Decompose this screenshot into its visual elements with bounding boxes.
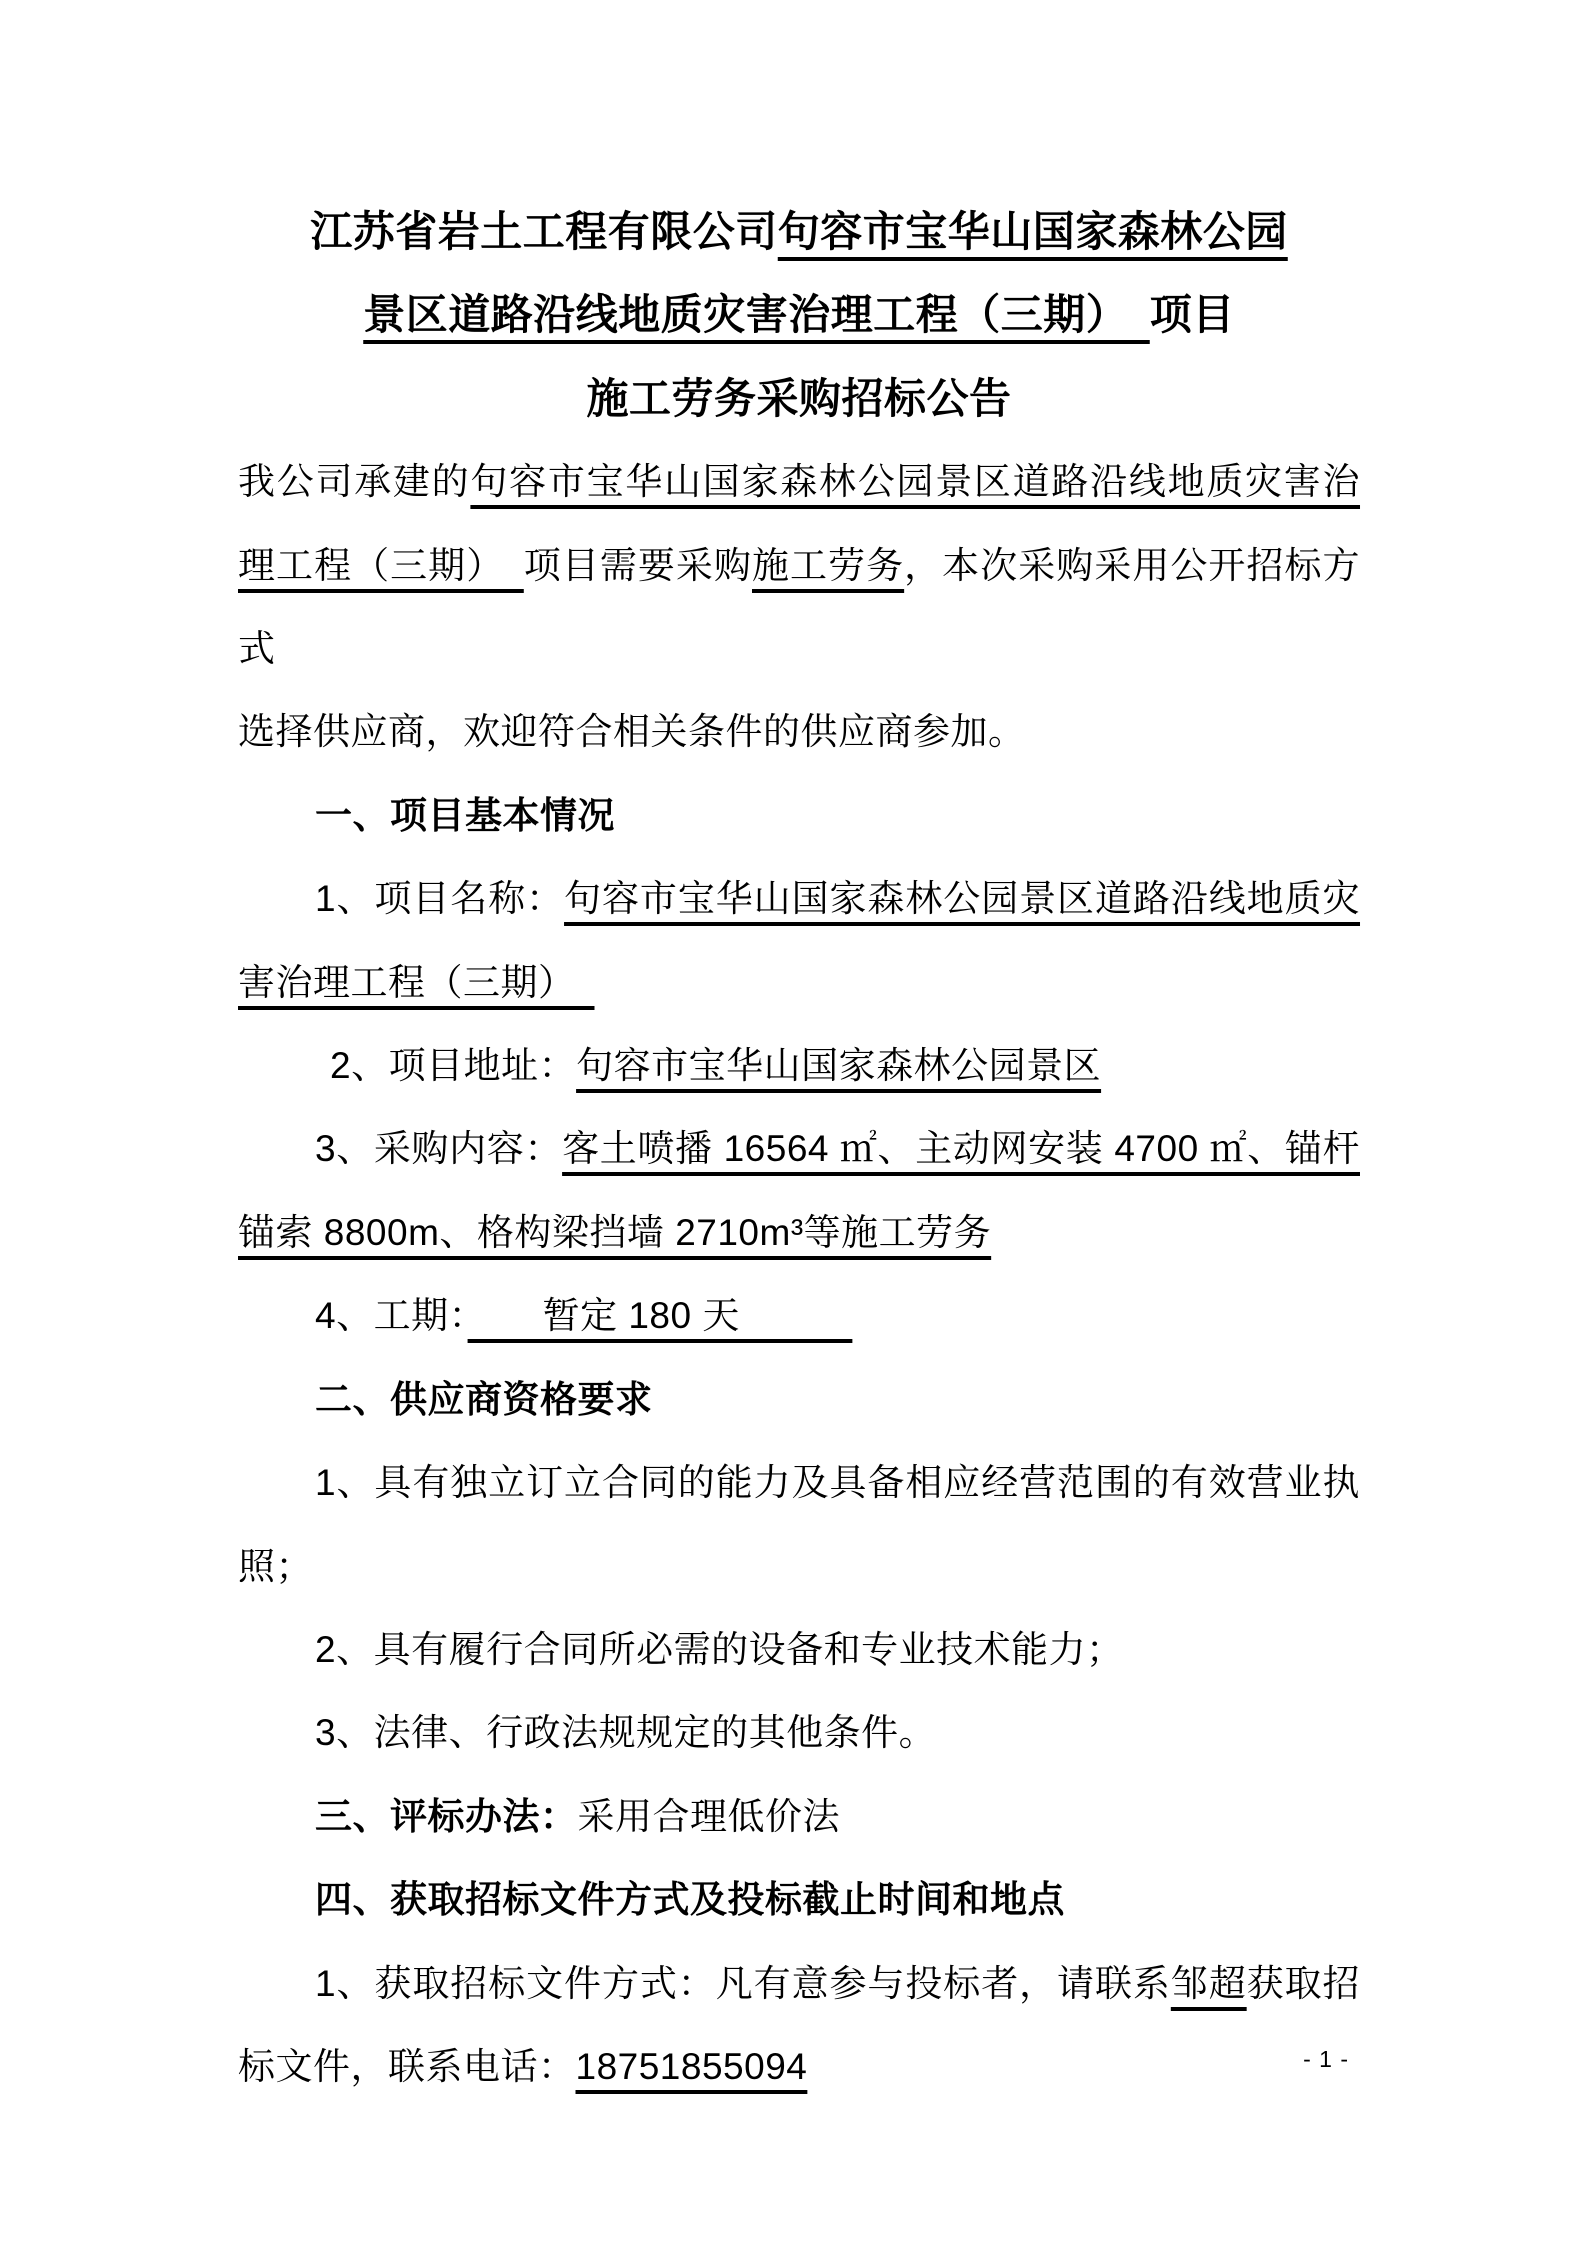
- title-project-underlined-2: 景区道路沿线地质灾害治理工程（三期）: [363, 291, 1150, 339]
- item-duration-label: 4、工期：: [315, 1295, 468, 1337]
- qualification-item-3: [238, 1691, 1360, 1774]
- item-project-address: [238, 1024, 1360, 1107]
- contact-phone-label: 标文件，联系电话：: [238, 2045, 576, 2087]
- item-project-name-value-2: 害治理工程（三期）: [238, 961, 595, 1003]
- item-project-name-line-1: [238, 857, 1360, 940]
- title-project-underlined: 句容市宝华山国家森林公园: [777, 208, 1288, 255]
- title-company: 江苏省岩土工程有限公司: [310, 208, 778, 255]
- item-project-name-value: 句容市宝华山国家森林公园景区道路沿线地质灾: [564, 878, 1361, 920]
- doc-title-line-1: [238, 190, 1360, 273]
- intro-line-3: [238, 690, 1360, 773]
- item-procurement-line-2: [238, 1191, 1360, 1274]
- obtain-docs-text-2: 获取招: [1246, 1962, 1361, 2004]
- document-content: [238, 190, 1360, 2108]
- intro-text-2: 项目需要采购: [523, 544, 752, 586]
- item-procurement-value-2: 锚索 8800m、格构梁挡墙 2710m³等施工劳务: [238, 1211, 992, 1253]
- qualification-item-1-text-2: 照；: [238, 1545, 313, 1587]
- page-number: - 1 -: [1303, 2046, 1349, 2072]
- title-announcement: 施工劳务采购招标公告: [586, 374, 1012, 422]
- intro-text-3: ，本次采购采用公开招标方式: [238, 544, 1361, 670]
- section2-heading: [238, 1358, 1360, 1441]
- section3-heading: [238, 1775, 1360, 1858]
- intro-line-1: [238, 440, 1360, 523]
- qualification-item-3-text: 3、法律、行政法规规定的其他条件。: [315, 1712, 937, 1754]
- item-procurement-label: 3、采购内容：: [315, 1128, 563, 1170]
- doc-title-line-2: [238, 273, 1360, 356]
- item-project-name-line-2: [238, 941, 1360, 1024]
- obtain-docs-line-2: [238, 2025, 1360, 2108]
- item-project-name-label: 1、项目名称：: [315, 878, 565, 920]
- obtain-docs-text: 1、获取招标文件方式：凡有意参与投标者，请联系: [315, 1962, 1171, 2004]
- section2-heading-text: 二、供应商资格要求: [315, 1378, 653, 1420]
- section1-heading: [238, 774, 1360, 857]
- contact-phone-number: 18751855094: [575, 2045, 808, 2087]
- item-project-address-value: 句容市宝华山国家森林公园景区: [576, 1045, 1102, 1087]
- item-duration: [238, 1274, 1360, 1357]
- item-procurement-value: 客土喷播 16564 ㎡、主动网安装 4700 ㎡、锚杆: [562, 1128, 1360, 1170]
- intro-line-2: [238, 524, 1360, 691]
- qualification-item-2-text: 2、具有履行合同所必需的设备和专业技术能力；: [315, 1628, 1124, 1670]
- title-project-suffix: 项目: [1149, 291, 1235, 339]
- obtain-docs-line-1: [238, 1942, 1360, 2025]
- section1-heading-text: 一、项目基本情况: [315, 794, 615, 836]
- item-duration-value: 暂定 180 天: [467, 1295, 853, 1337]
- qualification-item-2: [238, 1608, 1360, 1691]
- section3-value: 采用合理低价法: [577, 1795, 840, 1837]
- intro-project-underlined-2: 理工程（三期）: [238, 544, 524, 586]
- intro-project-underlined: 句容市宝华山国家森林公园景区道路沿线地质灾害治: [470, 461, 1361, 503]
- section4-heading: [238, 1858, 1360, 1941]
- intro-text: 我公司承建的: [238, 461, 471, 503]
- qualification-item-1-line-2: [238, 1525, 1360, 1608]
- contact-name-underlined: 邹超: [1170, 1962, 1247, 2004]
- item-procurement-line-1: [238, 1107, 1360, 1190]
- intro-text-4: 选择供应商，欢迎符合相关条件的供应商参加。: [238, 711, 1026, 753]
- item-project-address-label: 2、项目地址：: [330, 1045, 577, 1087]
- doc-title-line-3: [238, 357, 1360, 440]
- qualification-item-1-text: 1、具有独立订立合同的能力及具备相应经营范围的有效营业执: [315, 1462, 1360, 1504]
- section4-heading-text: 四、获取招标文件方式及投标截止时间和地点: [315, 1879, 1065, 1921]
- intro-labor-underlined: 施工劳务: [752, 544, 905, 586]
- qualification-item-1-line-1: [238, 1441, 1360, 1524]
- section3-heading-text: 三、评标办法：: [315, 1795, 578, 1837]
